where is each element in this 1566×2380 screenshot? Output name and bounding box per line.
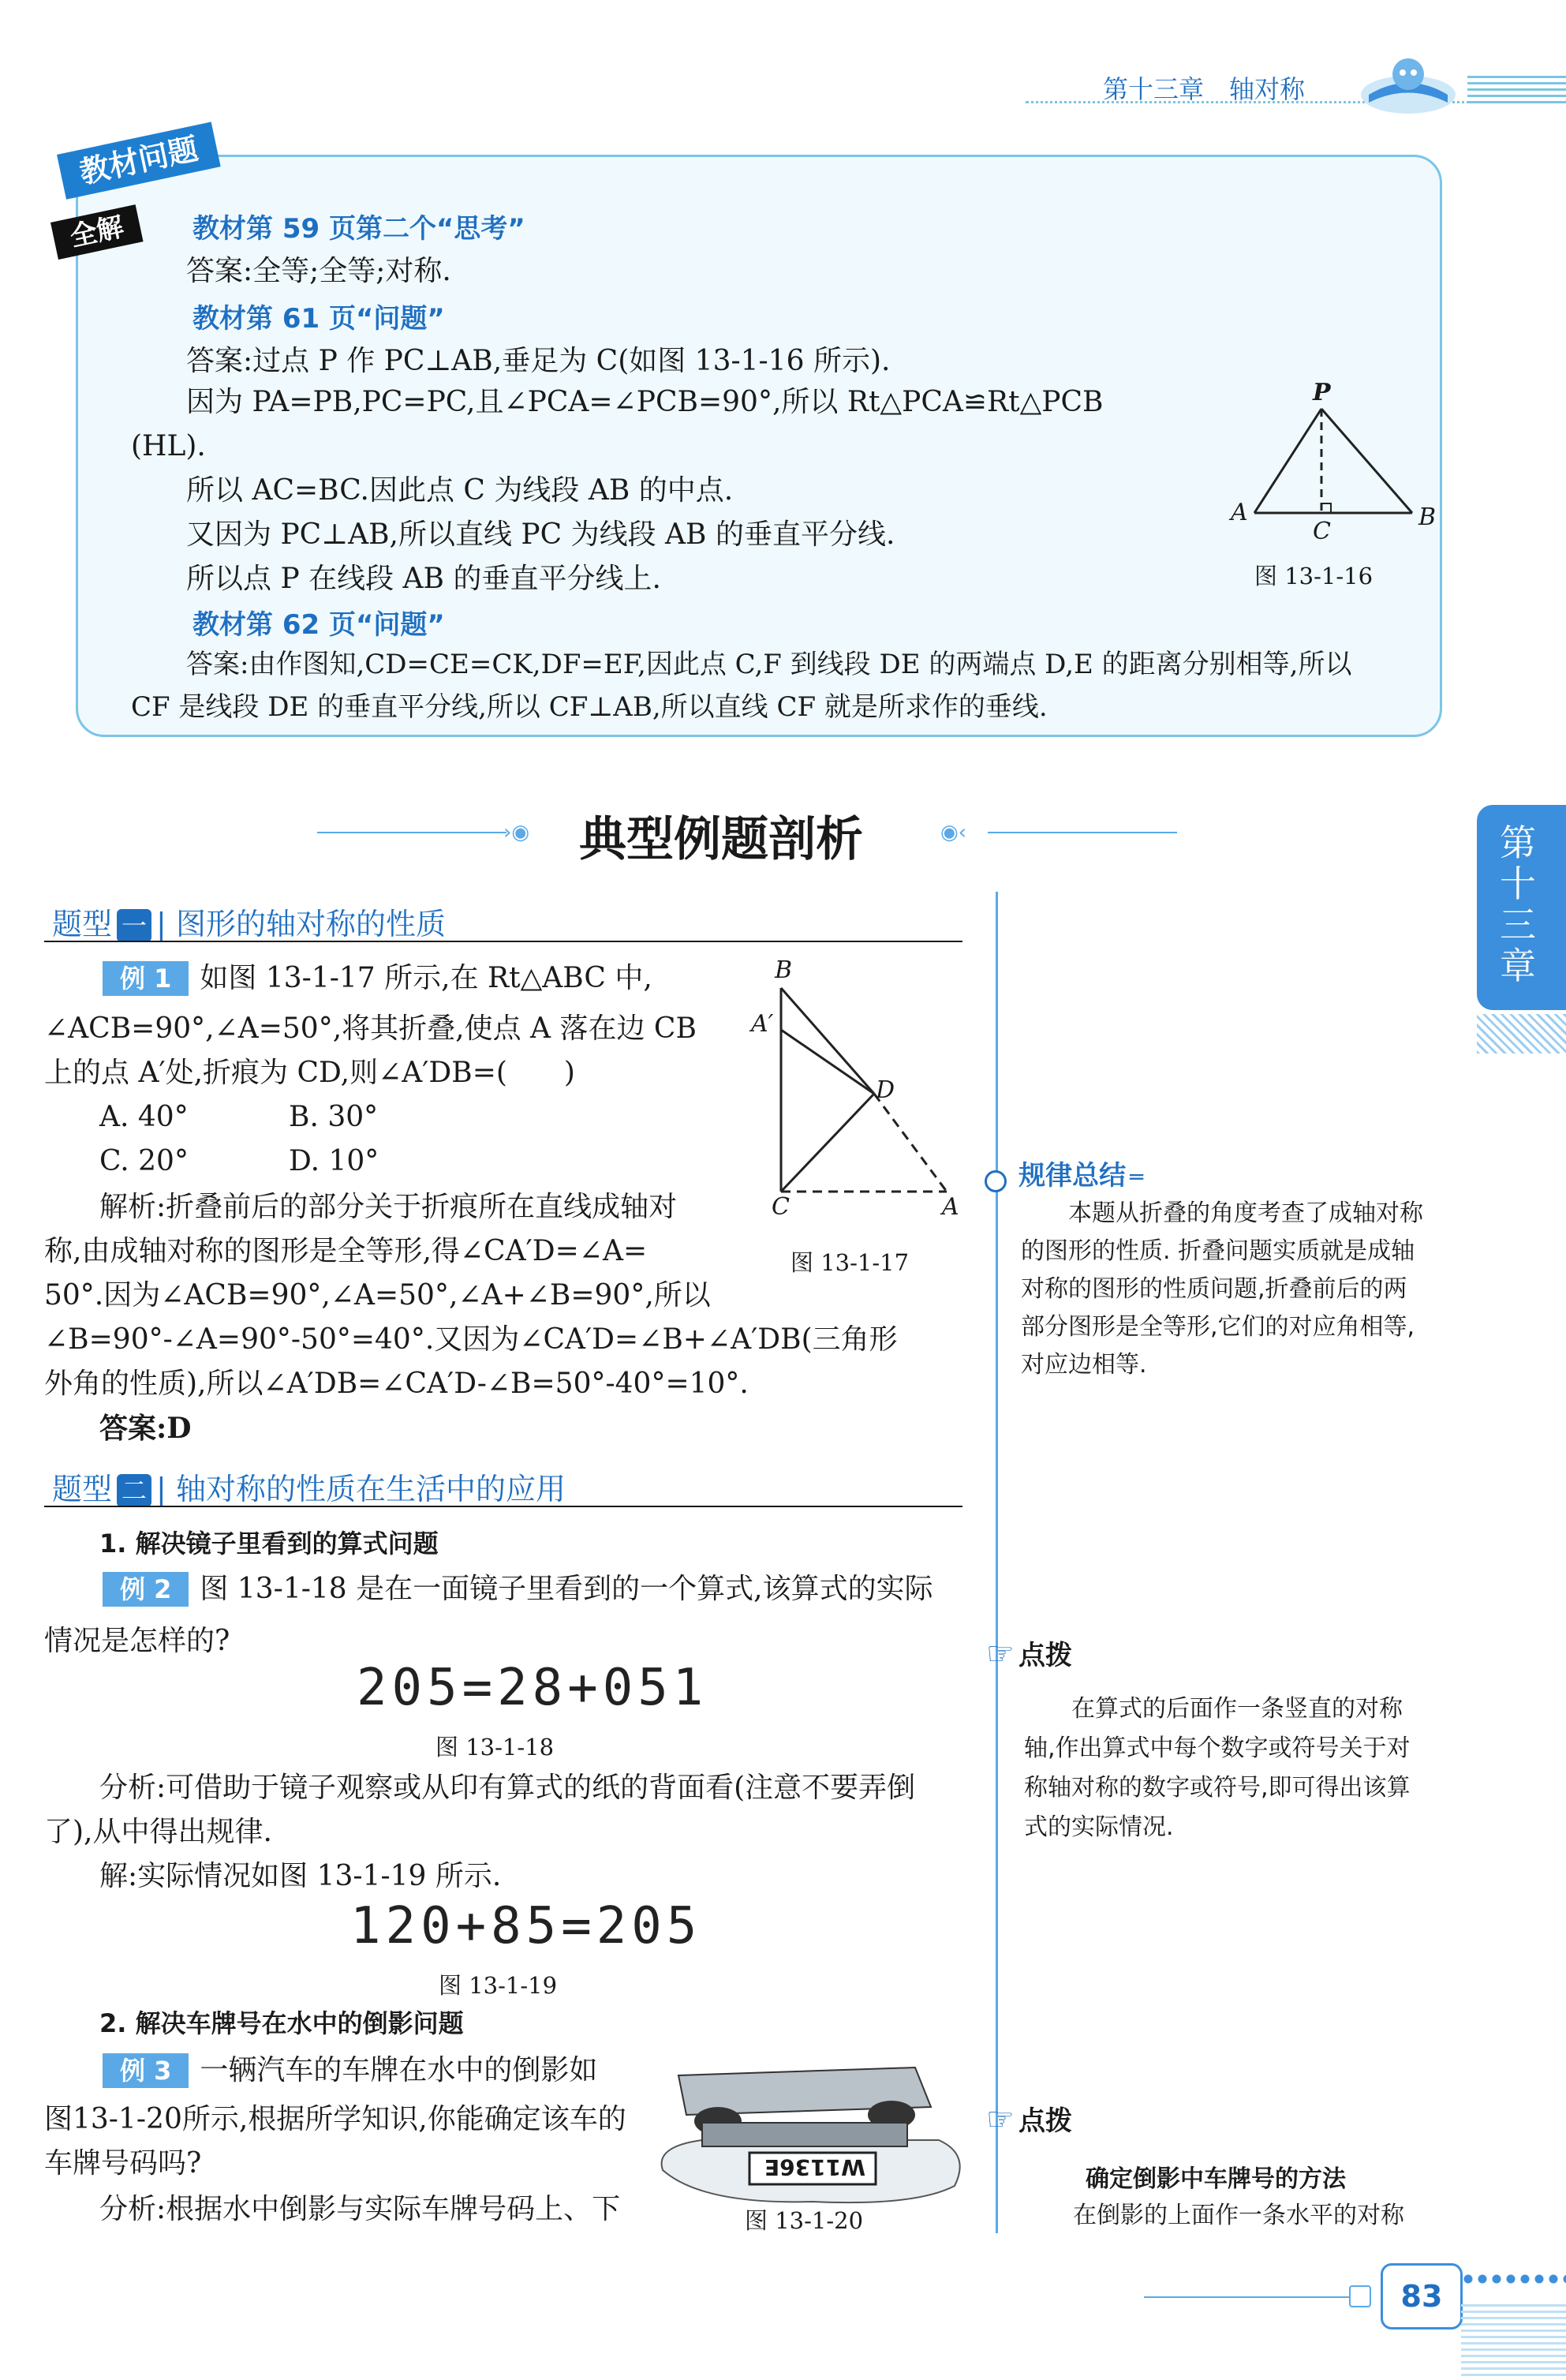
rule-line-4: 部分图形是全等形,它们的对应角相等, bbox=[1021, 1313, 1415, 1341]
analysis-line-2: 称,由成轴对称的图形是全等形,得∠CA′D=∠A= bbox=[44, 1235, 648, 1267]
answer-61-line-1: 答案:过点 P 作 PC⊥AB,垂足为 C(如图 13-1-16 所示). bbox=[186, 345, 891, 377]
header-stripes bbox=[1467, 76, 1566, 107]
rule-summary-header bbox=[985, 1154, 1143, 1192]
example1-text-1: 如图 13-1-17 所示,在 Rt△ABC 中, bbox=[200, 962, 652, 994]
tip1-line-2: 轴,作出算式中每个数字或符号关于对 bbox=[1024, 1734, 1411, 1762]
answer-62-line-1: 答案:由作图知,CD=CE=CK,DF=EF,因此点 C,F 到线段 DE 的两端点 D,E 的距离分别相等,所以 bbox=[186, 649, 1352, 680]
tip1-title: 点拨 bbox=[1018, 1640, 1072, 1671]
type2-num: 二 bbox=[117, 1474, 151, 1507]
type1-num: 一 bbox=[117, 909, 151, 942]
fig16-label-a: A bbox=[1231, 499, 1248, 526]
type1-underline bbox=[44, 941, 962, 942]
tip2-subtitle: 确定倒影中车牌号的方法 bbox=[1086, 2165, 1346, 2193]
page-number: 83 bbox=[1400, 2279, 1443, 2314]
example3-line-1 bbox=[103, 2047, 597, 2094]
figure-13-1-16 bbox=[1231, 379, 1436, 552]
chapter-tab-label: 第十三章 bbox=[1500, 821, 1536, 987]
title-arrow-right-icon: ◉‹ bbox=[940, 821, 967, 844]
license-plate-reflection: W1136E bbox=[764, 2154, 865, 2180]
example3-analysis: 分析:根据水中倒影与实际车牌号码上、下 bbox=[99, 2193, 621, 2225]
fig16-label-c: C bbox=[1313, 518, 1331, 545]
tip2-header bbox=[986, 2099, 1072, 2138]
figure-13-1-17-caption: 图 13-1-17 bbox=[790, 1249, 910, 1276]
rule-summary-title: 规律总结 bbox=[1018, 1160, 1127, 1192]
example2-line-1 bbox=[103, 1566, 933, 1613]
type2-underline bbox=[44, 1506, 962, 1507]
box-tag-sub: 全解 bbox=[50, 204, 144, 260]
subheading-mirror: 1. 解决镜子里看到的算式问题 bbox=[99, 1529, 439, 1559]
fig16-label-p: P bbox=[1313, 379, 1331, 406]
type2-label: 题型 bbox=[52, 1472, 113, 1506]
example3-line-3: 车牌号码吗? bbox=[44, 2147, 202, 2180]
subheading-reflection: 2. 解决车牌号在水中的倒影问题 bbox=[99, 2008, 464, 2038]
rule-line-5: 对应边相等. bbox=[1021, 1351, 1147, 1379]
example3-line-2: 图13-1-20所示,根据所学知识,你能确定该车的 bbox=[44, 2103, 626, 2135]
box-tag-main: 教材问题 bbox=[57, 122, 221, 199]
example2-analysis-2: 了),从中得出规律. bbox=[44, 1816, 272, 1848]
figure-13-1-18-caption: 图 13-1-18 bbox=[435, 1734, 555, 1761]
pointing-hand-icon-2: ☞ bbox=[986, 2101, 1015, 2138]
option-b: B. 30° bbox=[289, 1101, 379, 1133]
analysis-line-4: ∠B=90°-∠A=90°-50°=40°.又因为∠CA′D=∠B+∠A′DB(三角形 bbox=[44, 1323, 898, 1356]
ref-page-59: 教材第 59 页第二个“思考” bbox=[192, 213, 525, 245]
fig16-label-b: B bbox=[1418, 503, 1437, 531]
answer-62-line-2: CF 是线段 DE 的垂直平分线,所以 CF⊥AB,所以直线 CF 就是所求作的垂线. bbox=[131, 691, 1048, 723]
answer-61-line-3: (HL). bbox=[131, 430, 206, 462]
rule-line-2: 的图形的性质. 折叠问题实质就是成轴 bbox=[1021, 1237, 1415, 1265]
type1-title: 图形的轴对称的性质 bbox=[175, 907, 446, 941]
example1-tag: 例 1 bbox=[103, 961, 189, 996]
example2-text-1: 图 13-1-18 是在一面镜子里看到的一个算式,该算式的实际 bbox=[200, 1573, 933, 1605]
analysis-line-5: 外角的性质),所以∠A′DB=∠CA′D-∠B=50°-40°=10°. bbox=[44, 1368, 749, 1400]
example1-line-2: ∠ACB=90°,∠A=50°,将其折叠,使点 A 落在边 CB bbox=[44, 1012, 697, 1045]
real-formula: 120+85=205 bbox=[350, 1897, 702, 1955]
mirror-formula: 205=28+051 bbox=[357, 1659, 708, 1717]
rule-line-3: 对称的图形的性质问题,折叠前后的两 bbox=[1021, 1275, 1407, 1303]
option-a: A. 40° bbox=[99, 1101, 189, 1133]
example3-text-1: 一辆汽车的车牌在水中的倒影如 bbox=[200, 2054, 598, 2086]
fig17-label-a-prime: A′ bbox=[751, 1010, 774, 1038]
example2-solution: 解:实际情况如图 13-1-19 所示. bbox=[99, 1860, 502, 1892]
example2-line-2: 情况是怎样的? bbox=[44, 1625, 230, 1657]
section-title: 典型例题剖析 bbox=[579, 812, 863, 867]
figure-13-1-20 bbox=[655, 2052, 970, 2210]
answer-61-line-2: 因为 PA=PB,PC=PC,且∠PCA=∠PCB=90°,所以 Rt△PCA≌Rt△PCB bbox=[186, 386, 1104, 418]
footer-dots bbox=[1461, 2273, 1566, 2285]
figure-13-1-20-caption: 图 13-1-20 bbox=[745, 2207, 864, 2234]
fig17-label-c: C bbox=[772, 1193, 790, 1221]
analysis-line-3: 50°.因为∠ACB=90°,∠A=50°,∠A+∠B=90°,所以 bbox=[44, 1279, 711, 1312]
analysis-line-1: 解析:折叠前后的部分关于折痕所在直线成轴对 bbox=[99, 1191, 678, 1223]
fig17-label-d: D bbox=[876, 1076, 895, 1104]
figure-13-1-17 bbox=[749, 956, 970, 1223]
chapter-tab-hatch bbox=[1477, 1014, 1566, 1053]
tip1-header bbox=[986, 1633, 1072, 1672]
figure-13-1-16-caption: 图 13-1-16 bbox=[1254, 563, 1374, 589]
fig17-label-a: A bbox=[942, 1193, 959, 1221]
title-line-right bbox=[988, 832, 1177, 833]
title-arrow-left-icon: ›◉ bbox=[503, 821, 530, 844]
tip2-title: 点拨 bbox=[1018, 2105, 1072, 2137]
option-c: C. 20° bbox=[99, 1145, 189, 1177]
rule-line-1: 本题从折叠的角度考查了成轴对称 bbox=[1068, 1199, 1423, 1227]
type1-header: 题型 一 | 图形的轴对称的性质 bbox=[52, 907, 446, 941]
type2-title: 轴对称的性质在生活中的应用 bbox=[175, 1472, 566, 1506]
pointing-hand-icon: ☞ bbox=[986, 1636, 1015, 1672]
title-line-left bbox=[317, 832, 506, 833]
book-mascot-icon bbox=[1357, 47, 1459, 118]
header-chapter: 第十三章 轴对称 bbox=[1103, 74, 1306, 104]
tip2-line-1: 在倒影的上面作一条水平的对称 bbox=[1073, 2202, 1404, 2229]
answer-example-1: 答案:D bbox=[99, 1412, 192, 1445]
rule-dash-icon: ═ bbox=[1130, 1164, 1144, 1190]
example2-analysis-1: 分析:可借助于镜子观察或从印有算式的纸的背面看(注意不要弄倒 bbox=[99, 1772, 916, 1804]
tip1-line-4: 式的实际情况. bbox=[1024, 1813, 1174, 1841]
tip1-line-3: 称轴对称的数字或符号,即可得出该算 bbox=[1024, 1774, 1411, 1802]
footer-box-icon bbox=[1349, 2285, 1371, 2307]
answer-61-line-4: 所以 AC=BC.因此点 C 为线段 AB 的中点. bbox=[186, 474, 734, 507]
footer-stripes bbox=[1461, 2304, 1566, 2380]
example1-line-3: 上的点 A′处,折痕为 CD,则∠A′DB=( ) bbox=[44, 1057, 575, 1089]
type2-header: 题型 二 | 轴对称的性质在生活中的应用 bbox=[52, 1472, 566, 1506]
answer-61-line-5: 又因为 PC⊥AB,所以直线 PC 为线段 AB 的垂直平分线. bbox=[186, 518, 895, 551]
option-d: D. 10° bbox=[289, 1145, 379, 1177]
footer-line bbox=[1144, 2296, 1349, 2298]
page-number-badge bbox=[1381, 2263, 1463, 2329]
ref-page-61: 教材第 61 页“问题” bbox=[192, 303, 445, 335]
answer-61-line-6: 所以点 P 在线段 AB 的垂直平分线上. bbox=[186, 563, 661, 595]
example2-tag: 例 2 bbox=[103, 1572, 189, 1607]
ref-page-62: 教材第 62 页“问题” bbox=[192, 609, 445, 641]
rule-bullet-icon bbox=[985, 1170, 1007, 1192]
figure-13-1-19-caption: 图 13-1-19 bbox=[439, 1972, 558, 1999]
answer-59: 答案:全等;全等;对称. bbox=[186, 255, 451, 287]
column-divider bbox=[996, 892, 998, 2233]
fig17-label-b: B bbox=[775, 956, 793, 984]
example1-line-1 bbox=[103, 955, 652, 1002]
type1-label: 题型 bbox=[52, 907, 113, 941]
chapter-side-tab[interactable] bbox=[1477, 805, 1566, 1010]
example3-tag: 例 3 bbox=[103, 2053, 189, 2088]
tip1-line-1: 在算式的后面作一条竖直的对称 bbox=[1071, 1695, 1403, 1723]
